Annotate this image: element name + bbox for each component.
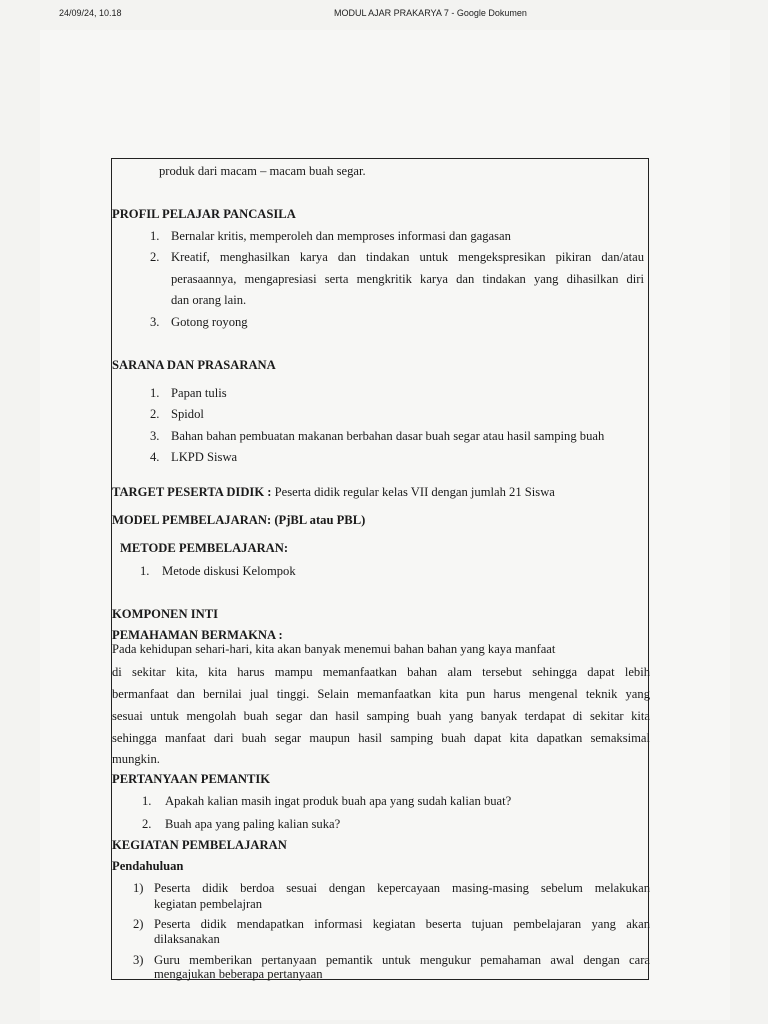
kegiatan-heading: KEGIATAN PEMBELAJARAN <box>112 838 287 852</box>
pemahaman-line-1: Pada kehidupan sehari-hari, kita akan banyak menemui bahan bahan yang kaya manfaat <box>112 642 556 656</box>
kegiatan-item-2-line-1: Peserta didik mendapatkan informasi kegiatan beserta tujuan pembelajaran yang akan <box>154 917 650 931</box>
pemahaman-line-6: mungkin. <box>112 752 160 766</box>
pertanyaan-item-1: Apakah kalian masih ingat produk buah apa yang sudah kalian buat? <box>165 794 512 808</box>
sarana-num-1: 1. <box>150 386 160 400</box>
print-timestamp: 24/09/24, 10.18 <box>59 8 122 18</box>
profil-item-2-line-1: Kreatif, menghasilkan karya dan tindakan untuk mengekspresikan pikiran dan/atau <box>171 250 644 264</box>
kegiatan-num-1: 1) <box>133 881 144 895</box>
kegiatan-num-2: 2) <box>133 917 144 931</box>
target-label: TARGET PESERTA DIDIK : <box>112 485 272 499</box>
metode-num-1: 1. <box>140 564 150 578</box>
sarana-heading: SARANA DAN PRASARANA <box>112 358 276 372</box>
sarana-num-4: 4. <box>150 450 160 464</box>
profil-item-1: Bernalar kritis, memperoleh dan memproses informasi dan gagasan <box>171 229 511 243</box>
sarana-item-2: Spidol <box>171 407 204 421</box>
sarana-num-3: 3. <box>150 429 160 443</box>
komponen-heading: KOMPONEN INTI <box>112 607 219 621</box>
target-line <box>112 484 555 501</box>
kegiatan-item-3-line-2: mengajukan beberapa pertanyaan <box>154 967 323 981</box>
profil-num-1: 1. <box>150 229 160 243</box>
sarana-num-2: 2. <box>150 407 160 421</box>
pertanyaan-heading: PERTANYAAN PEMANTIK <box>112 772 271 786</box>
metode-item-1: Metode diskusi Kelompok <box>162 564 296 578</box>
sarana-item-4: LKPD Siswa <box>171 450 238 464</box>
metode-heading: METODE PEMBELAJARAN: <box>120 541 289 555</box>
profil-num-2: 2. <box>150 250 160 264</box>
kegiatan-item-3-line-1: Guru memberikan pertanyaan pemantik untuk mengukur pemahaman awal dengan cara <box>154 953 650 967</box>
pemahaman-line-4: sesuai untuk mengolah buah segar dan hasil samping buah yang banyak terdapat di sekitar kita <box>112 709 650 723</box>
profil-heading: PROFIL PELAJAR PANCASILA <box>112 207 296 221</box>
kegiatan-item-2-line-2: dilaksanakan <box>154 932 220 946</box>
intro-line: produk dari macam – macam buah segar. <box>159 164 366 178</box>
pemahaman-line-5: sehingga manfaat dari buah segar maupun hasil samping buah dapat kita dapatkan semaksimal <box>112 731 650 745</box>
print-header <box>0 6 768 22</box>
kegiatan-item-1-line-2: kegiatan pembelajran <box>154 897 263 911</box>
pendahuluan-subheading: Pendahuluan <box>112 859 184 873</box>
target-text: Peserta didik regular kelas VII dengan jumlah 21 Siswa <box>271 485 555 499</box>
sarana-item-3: Bahan bahan pembuatan makanan berbahan dasar buah segar atau hasil samping buah <box>171 429 605 443</box>
pertanyaan-item-2: Buah apa yang paling kalian suka? <box>165 817 341 831</box>
pemahaman-line-2: di sekitar kita, kita harus mampu memanfaatkan bahan alam tersebut sehingga dapat lebih <box>112 665 650 679</box>
model-heading: MODEL PEMBELAJARAN: (PjBL atau PBL) <box>112 513 366 527</box>
profil-item-2-line-2: perasaannya, mengapresiasi serta mengkritik karya dan tindakan yang dihasilkan diri <box>171 272 644 286</box>
content-box <box>111 158 649 980</box>
profil-item-3: Gotong royong <box>171 315 248 329</box>
print-doc-title: MODUL AJAR PRAKARYA 7 - Google Dokumen <box>334 8 527 18</box>
pemahaman-line-3: bermanfaat dan bernilai jual tinggi. Selain memanfaatkan kita pun harus mengenal teknik yang <box>112 687 650 701</box>
kegiatan-item-1-line-1: Peserta didik berdoa sesuai dengan kepercayaan masing-masing sebelum melakukan <box>154 881 650 895</box>
pertanyaan-num-1: 1. <box>142 794 152 808</box>
profil-num-3: 3. <box>150 315 160 329</box>
kegiatan-num-3: 3) <box>133 953 144 967</box>
pemahaman-heading: PEMAHAMAN BERMAKNA : <box>112 628 283 642</box>
sarana-item-1: Papan tulis <box>171 386 227 400</box>
pertanyaan-num-2: 2. <box>142 817 152 831</box>
profil-item-2-line-3: dan orang lain. <box>171 293 247 307</box>
